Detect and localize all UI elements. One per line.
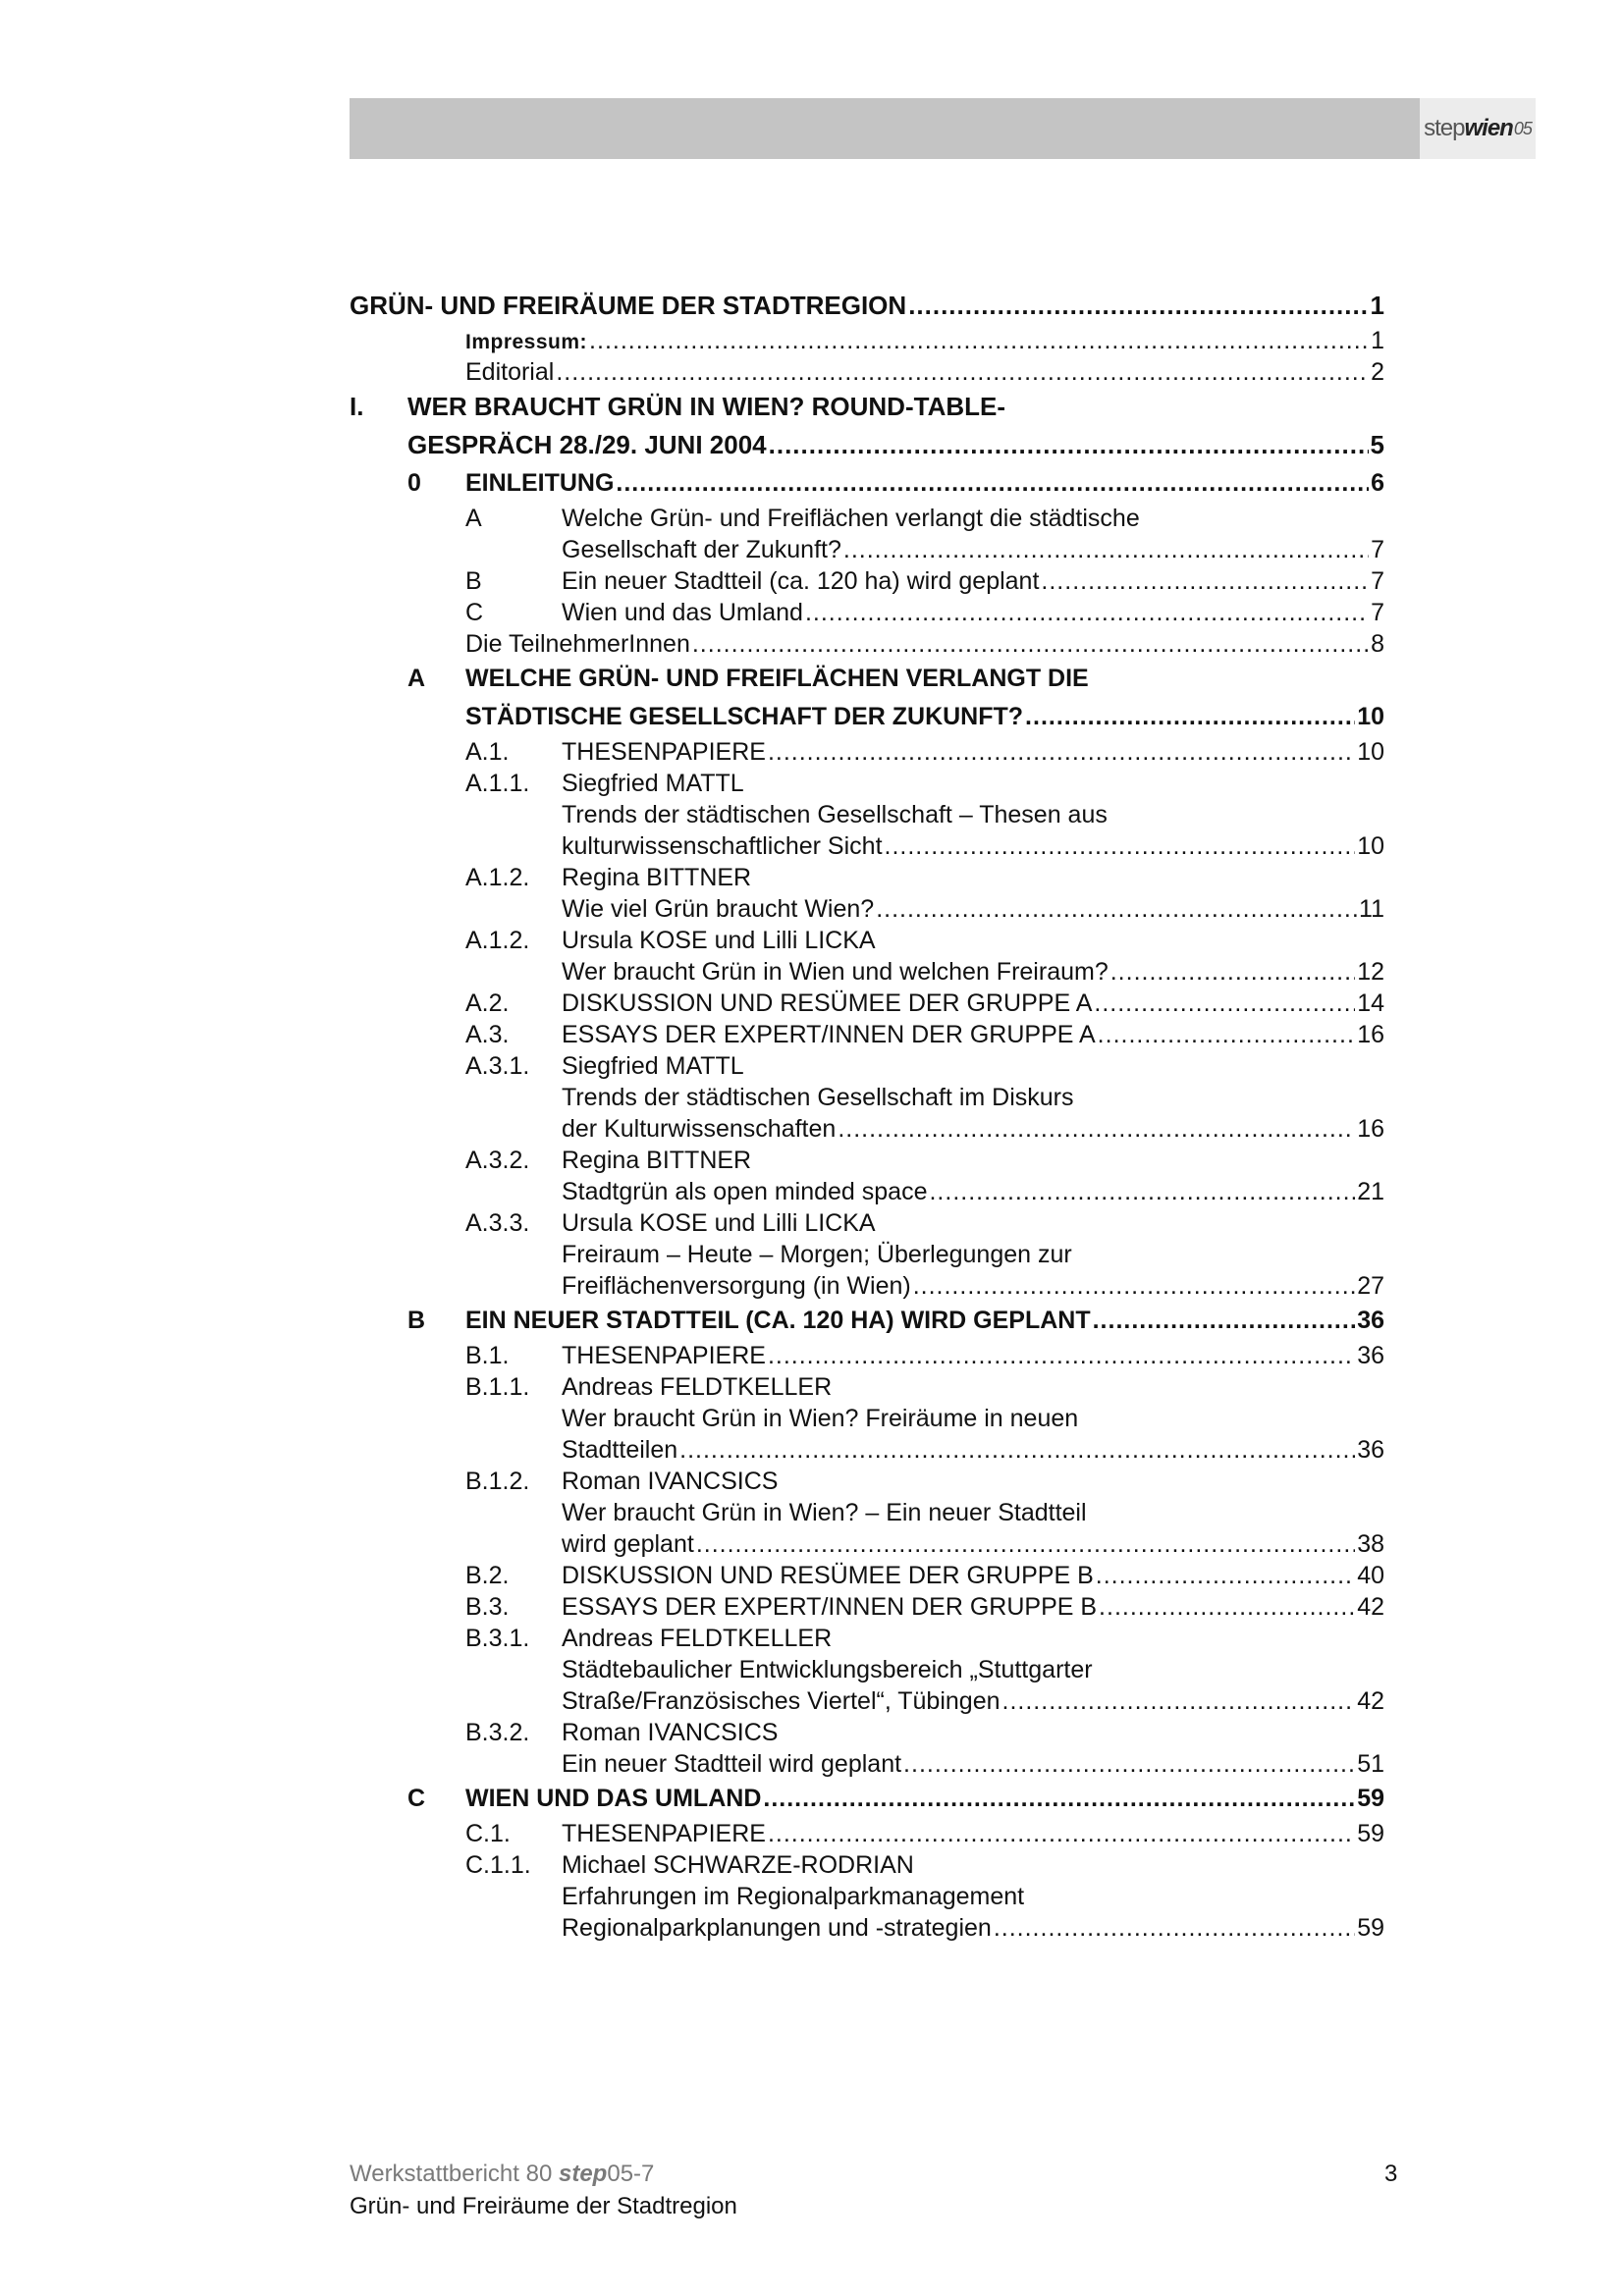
toc-entry — [350, 1780, 1384, 1818]
toc-entry-title: Siegfried MATTL — [562, 1052, 744, 1080]
toc-entry-line — [562, 1685, 1384, 1717]
toc-entry-number: B — [407, 1307, 426, 1334]
toc-entry-number: A — [407, 665, 426, 692]
toc-leader-dots — [1110, 956, 1355, 988]
toc-entry — [350, 1591, 1384, 1623]
toc-entry-line — [562, 1434, 1384, 1466]
toc-entry — [350, 988, 1384, 1019]
toc-leader-dots — [1094, 988, 1355, 1019]
step-wien-logo — [1420, 98, 1536, 159]
toc-entry-line — [562, 1528, 1384, 1560]
toc-leader-dots — [876, 893, 1357, 925]
toc-entry — [350, 1434, 1384, 1466]
toc-entry-line — [562, 1113, 1384, 1145]
toc-entry-page: 59 — [1357, 1785, 1384, 1812]
toc-entry — [350, 768, 1384, 799]
toc-entry-page: 7 — [1371, 599, 1384, 626]
toc-leader-dots — [768, 1340, 1355, 1371]
toc-entry — [350, 862, 1384, 893]
page-number: 3 — [1384, 2161, 1398, 2187]
toc-entry-line — [562, 1818, 1384, 1849]
toc-entry-title: EIN NEUER STADTTEIL (CA. 120 HA) WIRD GEPLANT — [465, 1307, 1091, 1334]
toc-entry-title: Ursula KOSE und Lilli LICKA — [562, 927, 876, 954]
toc-entry — [350, 534, 1384, 565]
toc-entry-number: A.1.1. — [465, 770, 530, 797]
toc-entry-line — [562, 862, 1384, 893]
toc-entry-line — [562, 988, 1384, 1019]
toc-entry-title: WELCHE GRÜN- UND FREIFLÄCHEN VERLANGT DIE — [465, 665, 1089, 692]
toc-leader-dots — [556, 356, 1369, 388]
toc-entry-number: A.3.1. — [465, 1052, 530, 1080]
toc-entry — [350, 1685, 1384, 1717]
toc-entry — [350, 893, 1384, 925]
toc-entry-title: Stadtgrün als open minded space — [562, 1178, 928, 1205]
toc-leader-dots — [768, 736, 1355, 768]
toc-entry-line — [562, 1912, 1384, 1944]
toc-entry-line — [562, 1623, 1384, 1654]
toc-leader-dots — [1041, 565, 1369, 597]
footer-report-prefix: Werkstattbericht 80 — [350, 2161, 559, 2187]
toc-entry-number: A.1.2. — [465, 927, 530, 954]
toc-entry-title: Regina BITTNER — [562, 1147, 752, 1174]
toc-entry-page: 38 — [1357, 1530, 1384, 1558]
toc-entry-line — [562, 1560, 1384, 1591]
toc-entry-line — [562, 503, 1384, 534]
toc-entry — [350, 1881, 1384, 1912]
toc-leader-dots — [1025, 698, 1355, 736]
toc-entry-title: Welche Grün- und Freiflächen verlangt die städtische — [562, 505, 1140, 532]
toc-entry — [350, 1403, 1384, 1434]
toc-entry-number: A.3.2. — [465, 1147, 530, 1174]
toc-entry-line — [562, 1082, 1384, 1113]
toc-entry-title: THESENPAPIERE — [562, 738, 766, 766]
toc-entry-line — [562, 736, 1384, 768]
toc-entry-page: 36 — [1357, 1436, 1384, 1464]
toc-entry-page: 36 — [1357, 1307, 1384, 1334]
toc-entry — [350, 698, 1384, 736]
toc-leader-dots — [1098, 1019, 1356, 1050]
toc-entry-line — [562, 893, 1384, 925]
toc-entry — [350, 597, 1384, 628]
toc-entry-page: 59 — [1357, 1820, 1384, 1847]
toc-entry-page: 8 — [1371, 630, 1384, 658]
toc-entry-title: Wie viel Grün braucht Wien? — [562, 895, 875, 923]
toc-entry-page: 40 — [1357, 1562, 1384, 1589]
table-of-contents — [350, 287, 1384, 1944]
toc-leader-dots — [908, 287, 1368, 325]
toc-entry-line — [562, 597, 1384, 628]
logo-bold: wien — [1464, 115, 1513, 141]
toc-leader-dots — [843, 534, 1369, 565]
toc-entry — [350, 565, 1384, 597]
toc-entry-page: 7 — [1371, 567, 1384, 595]
toc-entry — [350, 830, 1384, 862]
toc-entry-page: 10 — [1357, 832, 1384, 860]
toc-entry — [350, 287, 1384, 325]
toc-leader-dots — [1093, 1302, 1356, 1340]
toc-leader-dots — [1002, 1685, 1356, 1717]
toc-entry-line — [562, 1849, 1384, 1881]
toc-entry-title: Straße/Französisches Viertel“, Tübingen — [562, 1687, 1001, 1715]
toc-entry-number: C.1.1. — [465, 1851, 531, 1879]
toc-entry-line — [562, 1717, 1384, 1748]
toc-entry-page: 59 — [1357, 1914, 1384, 1942]
toc-entry-page: 16 — [1357, 1021, 1384, 1048]
toc-entry-line — [562, 925, 1384, 956]
toc-entry-title: DISKUSSION UND RESÜMEE DER GRUPPE A — [562, 989, 1093, 1017]
toc-entry — [350, 503, 1384, 534]
toc-entry — [350, 1654, 1384, 1685]
toc-entry — [350, 1270, 1384, 1302]
toc-entry — [350, 1623, 1384, 1654]
toc-entry-page: 42 — [1357, 1687, 1384, 1715]
toc-entry-page: 10 — [1357, 738, 1384, 766]
toc-leader-dots — [903, 1748, 1355, 1780]
toc-entry-title: THESENPAPIERE — [562, 1820, 766, 1847]
toc-leader-dots — [679, 1434, 1355, 1466]
toc-entry-title: GESPRÄCH 28./29. JUNI 2004 — [407, 430, 767, 459]
toc-leader-dots — [616, 464, 1369, 503]
toc-entry — [350, 1050, 1384, 1082]
toc-entry — [350, 1207, 1384, 1239]
toc-entry — [350, 1082, 1384, 1113]
toc-entry-line — [562, 1748, 1384, 1780]
toc-entry-title: WER BRAUCHT GRÜN IN WIEN? ROUND-TABLE- — [407, 392, 1006, 421]
toc-entry-page: 6 — [1371, 469, 1384, 497]
toc-entry — [350, 1019, 1384, 1050]
toc-entry-line — [562, 768, 1384, 799]
footer-report-line — [350, 2158, 737, 2190]
toc-entry — [350, 356, 1384, 388]
toc-entry-line — [562, 1207, 1384, 1239]
toc-entry-title: Ein neuer Stadtteil wird geplant — [562, 1750, 902, 1778]
toc-leader-dots — [769, 426, 1369, 464]
toc-entry-page: 1 — [1370, 291, 1384, 320]
toc-entry — [350, 925, 1384, 956]
toc-entry — [350, 1239, 1384, 1270]
toc-entry-title: ESSAYS DER EXPERT/INNEN DER GRUPPE B — [562, 1593, 1098, 1621]
toc-entry-number: B.2. — [465, 1562, 510, 1589]
toc-entry-line — [465, 464, 1384, 503]
footer-left — [350, 2158, 737, 2222]
toc-entry-number: A.3. — [465, 1021, 510, 1048]
toc-entry-title: Siegfried MATTL — [562, 770, 744, 797]
toc-entry — [350, 325, 1384, 356]
toc-entry-title: GRÜN- UND FREIRÄUME DER STADTREGION — [350, 291, 907, 320]
toc-entry-title: Gesellschaft der Zukunft? — [562, 536, 841, 563]
toc-entry — [350, 1340, 1384, 1371]
toc-entry-page: 12 — [1357, 958, 1384, 986]
toc-entry-page: 51 — [1357, 1750, 1384, 1778]
toc-leader-dots — [1096, 1560, 1355, 1591]
toc-entry-number: I. — [350, 392, 364, 421]
toc-entry-page: 16 — [1357, 1115, 1384, 1143]
toc-entry-page: 42 — [1357, 1593, 1384, 1621]
toc-entry-page: 36 — [1357, 1342, 1384, 1369]
toc-entry — [350, 1818, 1384, 1849]
toc-entry-number: B.1.1. — [465, 1373, 530, 1401]
toc-leader-dots — [768, 1818, 1355, 1849]
toc-entry — [350, 1748, 1384, 1780]
toc-entry-title: EINLEITUNG — [465, 469, 615, 497]
toc-entry — [350, 956, 1384, 988]
toc-entry-title: Editorial — [465, 358, 555, 386]
toc-entry-line — [562, 799, 1384, 830]
toc-entry-page: 14 — [1357, 989, 1384, 1017]
toc-entry-title: kulturwissenschaftlicher Sicht — [562, 832, 883, 860]
toc-entry — [350, 1113, 1384, 1145]
toc-entry-title: Wer braucht Grün in Wien? Freiräume in neuen — [562, 1405, 1079, 1432]
toc-entry-line — [562, 1340, 1384, 1371]
toc-leader-dots — [589, 325, 1369, 356]
toc-entry-line — [562, 830, 1384, 862]
toc-entry-title: Regina BITTNER — [562, 864, 752, 891]
toc-entry-number: A.1. — [465, 738, 510, 766]
toc-entry-title: Freiflächenversorgung (in Wien) — [562, 1272, 911, 1300]
toc-entry-title: Trends der städtischen Gesellschaft – Thesen aus — [562, 801, 1108, 828]
toc-entry-title: Ein neuer Stadtteil (ca. 120 ha) wird geplant — [562, 567, 1040, 595]
toc-entry-line — [562, 1145, 1384, 1176]
toc-leader-dots — [692, 628, 1369, 660]
toc-entry-title: THESENPAPIERE — [562, 1342, 766, 1369]
toc-entry — [350, 736, 1384, 768]
toc-entry-line — [562, 1371, 1384, 1403]
toc-entry-number: A.2. — [465, 989, 510, 1017]
toc-entry-number: B.3.1. — [465, 1625, 530, 1652]
header-bar — [350, 98, 1536, 159]
toc-entry-line — [562, 1403, 1384, 1434]
toc-entry-number: C — [407, 1785, 426, 1812]
toc-entry-title: Impressum: — [465, 331, 588, 353]
toc-entry — [350, 464, 1384, 503]
toc-entry-line — [465, 698, 1384, 736]
toc-entry-line — [562, 534, 1384, 565]
toc-entry-line — [562, 956, 1384, 988]
toc-entry-title: WIEN UND DAS UMLAND — [465, 1785, 762, 1812]
footer-report-step: step — [558, 2161, 608, 2187]
logo-suffix: 05 — [1513, 118, 1532, 138]
toc-entry-line — [562, 1270, 1384, 1302]
toc-entry-page: 10 — [1357, 703, 1384, 730]
toc-entry-title: Wer braucht Grün in Wien? – Ein neuer Stadtteil — [562, 1499, 1087, 1526]
toc-entry — [350, 660, 1384, 698]
toc-entry-line — [407, 426, 1384, 464]
toc-entry-title: STÄDTISCHE GESELLSCHAFT DER ZUKUNFT? — [465, 703, 1024, 730]
toc-leader-dots — [913, 1270, 1355, 1302]
toc-entry-title: Wien und das Umland — [562, 599, 803, 626]
toc-entry-number: B.3. — [465, 1593, 510, 1621]
toc-entry — [350, 426, 1384, 464]
toc-entry-number: A.3.3. — [465, 1209, 530, 1237]
toc-entry-title: Andreas FELDTKELLER — [562, 1625, 833, 1652]
toc-entry-line — [350, 287, 1384, 325]
toc-entry-title: Die TeilnehmerInnen — [465, 630, 690, 658]
toc-entry-line — [562, 1654, 1384, 1685]
toc-leader-dots — [929, 1176, 1355, 1207]
toc-entry-line — [562, 1881, 1384, 1912]
toc-entry-page: 7 — [1371, 536, 1384, 563]
toc-entry-line — [465, 1302, 1384, 1340]
toc-entry-line — [465, 660, 1384, 698]
toc-entry-page: 1 — [1371, 327, 1384, 354]
toc-leader-dots — [1099, 1591, 1355, 1623]
toc-entry — [350, 1145, 1384, 1176]
toc-entry-title: ESSAYS DER EXPERT/INNEN DER GRUPPE A — [562, 1021, 1096, 1048]
toc-entry-line — [465, 1780, 1384, 1818]
toc-leader-dots — [696, 1528, 1355, 1560]
toc-entry-number: B.3.2. — [465, 1719, 530, 1746]
toc-entry-page: 5 — [1370, 430, 1384, 459]
toc-entry-number: C.1. — [465, 1820, 511, 1847]
toc-entry-number: A.1.2. — [465, 864, 530, 891]
toc-entry — [350, 1560, 1384, 1591]
footer-report-suffix: 05-7 — [607, 2161, 655, 2187]
toc-entry-line — [465, 356, 1384, 388]
toc-entry-number: 0 — [407, 469, 421, 497]
toc-entry-title: Michael SCHWARZE-RODRIAN — [562, 1851, 914, 1879]
toc-entry — [350, 1302, 1384, 1340]
toc-leader-dots — [994, 1912, 1355, 1944]
toc-entry — [350, 388, 1384, 426]
toc-entry-title: Freiraum – Heute – Morgen; Überlegungen zur — [562, 1241, 1072, 1268]
toc-entry-line — [562, 1239, 1384, 1270]
toc-entry-title: Erfahrungen im Regionalparkmanagement — [562, 1883, 1025, 1910]
toc-entry — [350, 1912, 1384, 1944]
toc-entry-number: B.1.2. — [465, 1468, 530, 1495]
toc-entry-number: C — [465, 599, 484, 626]
toc-entry-page: 2 — [1371, 358, 1384, 386]
toc-leader-dots — [838, 1113, 1355, 1145]
toc-entry-number: B — [465, 567, 482, 595]
toc-leader-dots — [763, 1780, 1355, 1818]
toc-entry-page: 27 — [1357, 1272, 1384, 1300]
toc-entry-line — [562, 565, 1384, 597]
toc-entry — [350, 1717, 1384, 1748]
toc-entry-number: A — [465, 505, 482, 532]
toc-entry-page: 21 — [1357, 1178, 1384, 1205]
toc-entry — [350, 1849, 1384, 1881]
toc-entry-line — [562, 1591, 1384, 1623]
toc-entry — [350, 1176, 1384, 1207]
toc-entry-line — [407, 388, 1384, 426]
toc-entry-title: Roman IVANCSICS — [562, 1719, 779, 1746]
toc-entry-title: Trends der städtischen Gesellschaft im Diskurs — [562, 1084, 1074, 1111]
toc-entry — [350, 1466, 1384, 1497]
logo-prefix: step — [1424, 115, 1465, 141]
toc-entry-title: Stadtteilen — [562, 1436, 678, 1464]
toc-entry-line — [562, 1019, 1384, 1050]
toc-entry-title: Wer braucht Grün in Wien und welchen Freiraum? — [562, 958, 1109, 986]
toc-entry-line — [562, 1466, 1384, 1497]
toc-entry-page: 11 — [1359, 895, 1384, 923]
toc-entry-line — [562, 1176, 1384, 1207]
toc-entry-title: der Kulturwissenschaften — [562, 1115, 837, 1143]
toc-entry-title: Ursula KOSE und Lilli LICKA — [562, 1209, 876, 1237]
toc-entry-title: Regionalparkplanungen und -strategien — [562, 1914, 992, 1942]
toc-entry-title: Städtebaulicher Entwicklungsbereich „Stuttgarter — [562, 1656, 1093, 1683]
toc-entry-line — [465, 628, 1384, 660]
toc-entry — [350, 628, 1384, 660]
toc-entry-number: B.1. — [465, 1342, 510, 1369]
toc-entry-line — [465, 325, 1384, 358]
toc-entry-title: Andreas FELDTKELLER — [562, 1373, 833, 1401]
toc-entry — [350, 1371, 1384, 1403]
footer-document-title: Grün- und Freiräume der Stadtregion — [350, 2193, 737, 2219]
toc-leader-dots — [805, 597, 1369, 628]
toc-entry-line — [562, 1050, 1384, 1082]
toc-entry — [350, 799, 1384, 830]
toc-entry — [350, 1497, 1384, 1528]
toc-leader-dots — [885, 830, 1356, 862]
toc-entry-title: Roman IVANCSICS — [562, 1468, 779, 1495]
toc-entry-line — [562, 1497, 1384, 1528]
toc-entry — [350, 1528, 1384, 1560]
toc-entry-title: wird geplant — [562, 1530, 694, 1558]
toc-entry-title: DISKUSSION UND RESÜMEE DER GRUPPE B — [562, 1562, 1094, 1589]
